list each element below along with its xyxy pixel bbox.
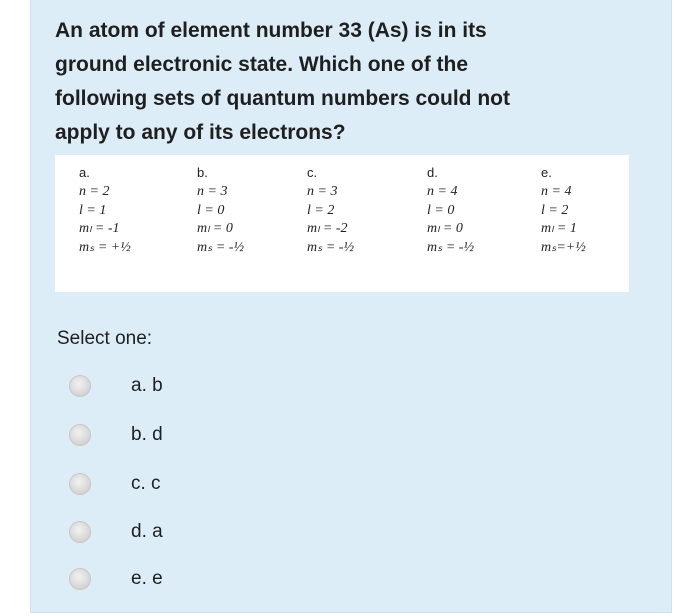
table-column-a [79, 163, 189, 257]
table-column-e [541, 163, 651, 257]
column-label: d. [427, 165, 438, 180]
column-label: e. [541, 165, 552, 180]
ms-value: mₛ = -½ [427, 239, 474, 255]
question-line: apply to any of its electrons? [55, 121, 346, 144]
l-value: l = 2 [541, 202, 569, 218]
option-label[interactable]: c. c [131, 473, 161, 494]
n-value: n = 4 [427, 184, 458, 199]
option-b[interactable] [69, 421, 369, 449]
option-d[interactable] [69, 518, 369, 546]
n-value: n = 4 [541, 184, 572, 199]
table-column-c [307, 163, 417, 257]
option-label[interactable]: a. b [131, 375, 163, 396]
ml-value: mₗ = 0 [197, 221, 233, 236]
radio-button[interactable] [69, 568, 91, 590]
question-text [55, 14, 615, 150]
question-line: following sets of quantum numbers could not [55, 87, 510, 110]
column-label: a. [79, 165, 90, 180]
table-column-d [427, 163, 537, 257]
quantum-numbers-table [55, 155, 629, 292]
radio-button[interactable] [69, 521, 91, 543]
ms-value: mₛ=+½ [541, 239, 586, 255]
radio-button[interactable] [69, 473, 91, 495]
question-line: An atom of element number 33 (As) is in its [55, 19, 487, 42]
ml-value: mₗ = 0 [427, 221, 463, 236]
table-column-b [197, 163, 307, 257]
n-value: n = 3 [197, 184, 228, 199]
l-value: l = 2 [307, 202, 335, 218]
column-label: b. [197, 165, 208, 180]
question-card [30, 0, 672, 613]
select-one-prompt: Select one: [57, 328, 153, 349]
n-value: n = 3 [307, 184, 338, 199]
column-label: c. [307, 165, 318, 180]
option-c[interactable] [69, 470, 369, 498]
ms-value: mₛ = -½ [197, 239, 244, 255]
option-label[interactable]: d. a [131, 521, 163, 542]
ml-value: mₗ = 1 [541, 221, 577, 236]
option-label[interactable]: b. d [131, 424, 163, 445]
l-value: l = 0 [197, 202, 225, 218]
radio-button[interactable] [69, 424, 91, 446]
option-a[interactable] [69, 372, 369, 400]
question-line: ground electronic state. Which one of the [55, 53, 469, 76]
l-value: l = 1 [79, 202, 107, 218]
ml-value: mₗ = -1 [79, 221, 120, 236]
option-e[interactable] [69, 565, 369, 593]
n-value: n = 2 [79, 184, 110, 199]
ms-value: mₛ = +½ [79, 239, 131, 255]
ml-value: mₗ = -2 [307, 221, 348, 236]
radio-button[interactable] [69, 375, 91, 397]
option-label[interactable]: e. e [131, 568, 163, 589]
ms-value: mₛ = -½ [307, 239, 354, 255]
l-value: l = 0 [427, 202, 455, 218]
